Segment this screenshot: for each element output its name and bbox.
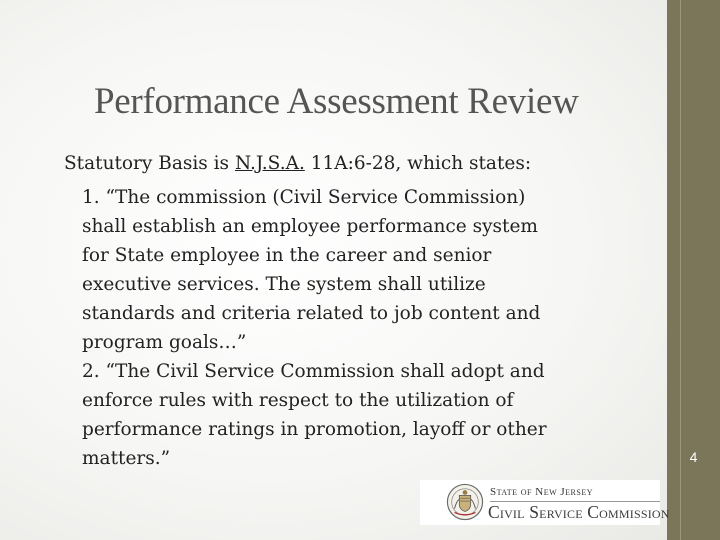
statute-quote-list (82, 183, 612, 473)
quote-line: shall establish an employee performance system (82, 216, 538, 237)
quote-item-2 (82, 357, 612, 473)
quote-line: matters.” (82, 448, 171, 469)
intro-suffix: 11A:6-28, which states: (304, 153, 532, 174)
page-number: 4 (689, 449, 698, 465)
logo-commission-name: Civil Service Commission (488, 502, 670, 522)
quote-line: standards and criteria related to job content and (82, 303, 541, 324)
quote-line: executive services. The system shall utilize (82, 274, 486, 295)
csc-logo (420, 480, 670, 525)
quote-line: enforce rules with respect to the utilization of (82, 390, 514, 411)
quote-item-1 (82, 183, 612, 357)
state-seal-icon (446, 483, 484, 521)
logo-state-name: State of New Jersey (490, 486, 594, 498)
slide-title: Performance Assessment Review (94, 81, 579, 122)
statute-link[interactable]: N.J.S.A. (234, 153, 305, 174)
quote-line: for State employee in the career and senior (82, 245, 492, 266)
statutory-basis-line (64, 152, 624, 176)
quote-line: performance ratings in promotion, layoff or other (82, 419, 547, 440)
quote-line: program goals…” (82, 332, 247, 353)
intro-prefix: Statutory Basis is (64, 153, 235, 174)
quote-line: 2. “The Civil Service Commission shall adopt and (82, 361, 545, 382)
quote-line: 1. “The commission (Civil Service Commission) (82, 187, 526, 208)
